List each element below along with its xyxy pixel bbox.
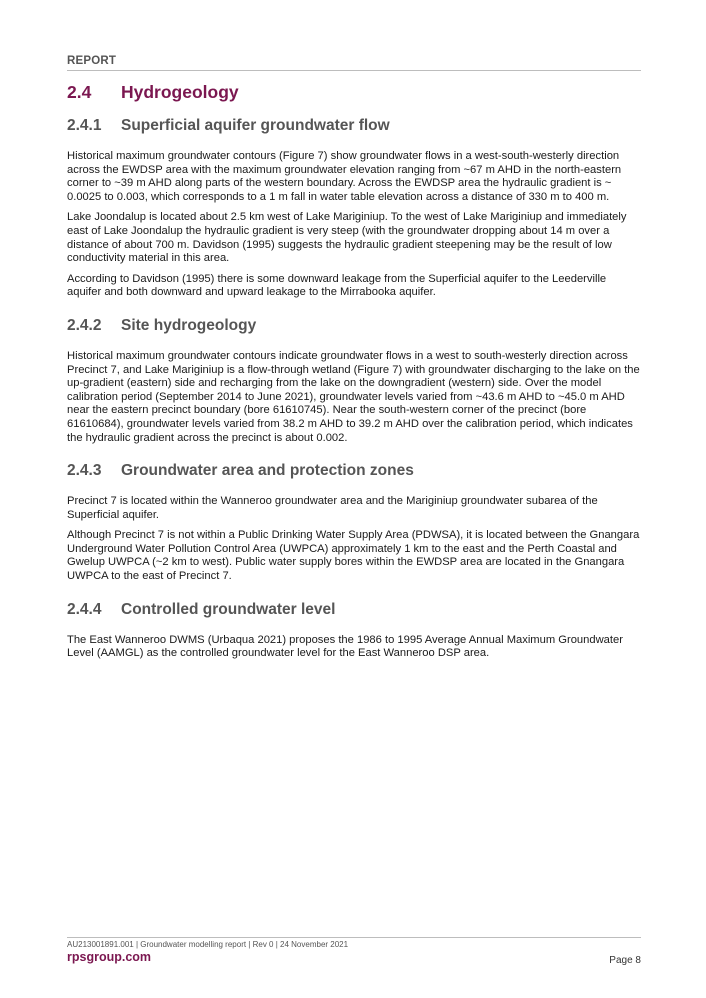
paragraph: Precinct 7 is located within the Wanneroo groundwater area and the Mariginiup groundwater subarea of the Superficial aquifer. [67,495,598,521]
subsection-title: Site hydrogeology [121,316,257,334]
footer-document-info: AU213001891.001 | Groundwater modelling report | Rev 0 | 24 November 2021 [67,940,349,949]
subsection-heading-2-4-3 [67,462,643,480]
section-title: Hydrogeology [121,82,239,102]
subsection-number: 2.4.1 [67,117,102,134]
page-number: Page 8 [609,955,641,966]
section-number: 2.4 [67,82,92,102]
subsection-heading-2-4-1 [67,117,643,135]
subsection-title: Controlled groundwater level [121,600,336,618]
paragraph: The East Wanneroo DWMS (Urbaqua 2021) proposes the 1986 to 1995 Average Annual Maximum Groundwater Level (AAMGL) as the controlled groundwater level for the East Wanneroo DSP area. [67,633,623,660]
subsection-heading-2-4-4 [67,601,643,619]
footer-brand-link[interactable]: rpsgroup.com [67,950,152,964]
subsection-title: Groundwater area and protection zones [121,462,414,480]
subsection-title: Superficial aquifer groundwater flow [121,117,390,134]
paragraph: Although Precinct 7 is not within a Public Drinking Water Supply Area (PDWSA), it is located between the Gnangara Underground Water Pollution Control Area (UWPCA) approximately 1 km to the east and the Perth Coastal and Gwelup UWPCA (~2 km to west). Public water supply bores within the EWDSP area are located in the Gnangara UWPCA to the east of Precinct 7. [67,529,640,583]
footer-divider [67,937,641,938]
subsection-heading-2-4-2 [67,317,643,335]
subsection-number: 2.4.4 [67,600,102,618]
section-heading [67,82,643,103]
subsection-number: 2.4.2 [67,316,102,334]
paragraph: According to Davidson (1995) there is some downward leakage from the Superficial aquifer to the Leederville aquifer and both downward and upward leakage to the Mirrabooka aquifer. [67,272,607,299]
paragraph: Lake Joondalup is located about 2.5 km west of Lake Mariginiup. To the west of Lake Mariginiup and immediately east of Lake Joondalup the hydraulic gradient is very steep (with the groundwater dropping about 14 m over a distance of about 700 m. Davidson (1995) suggests the hydraulic gradient steepening may be the result of low conductivity material in this area. [67,211,627,265]
paragraph: Historical maximum groundwater contours (Figure 7) show groundwater flows in a west-south-westerly direction across the EWDSP area with the maximum groundwater elevation ranging from ~67 m AHD in the north-eastern corner to ~39 m AHD along parts of the western boundary. Across the EWDSP area the hydraulic gradient is ~ 0.0025 to 0.003, which corresponds to a 1 m fall in water table elevation across a distance of 330 m to 400 m. [67,150,622,203]
paragraph: Historical maximum groundwater contours indicate groundwater flows in a west to south-westerly direction across Precinct 7, and Lake Mariginiup is a flow-through wetland (Figure 7) with groundwater discharging to the lake on the up-gradient (eastern) side and recharging from the lake on the downgradient (western) side. Over the model calibration period (September 2014 to June 2021), groundwater levels varied from ~43.6 m AHD to ~45.0 m AHD near the eastern precinct boundary (bore 61610745). Near the south-western corner of the precinct (bore 61610684), groundwater levels varied from 38.2 m AHD to 39.2 m AHD over the calibration period, which indicates the hydraulic gradient across the precinct is about 0.002. [67,349,640,444]
subsection-number: 2.4.3 [67,462,102,480]
page-content [67,82,643,668]
report-header: REPORT [67,55,641,71]
